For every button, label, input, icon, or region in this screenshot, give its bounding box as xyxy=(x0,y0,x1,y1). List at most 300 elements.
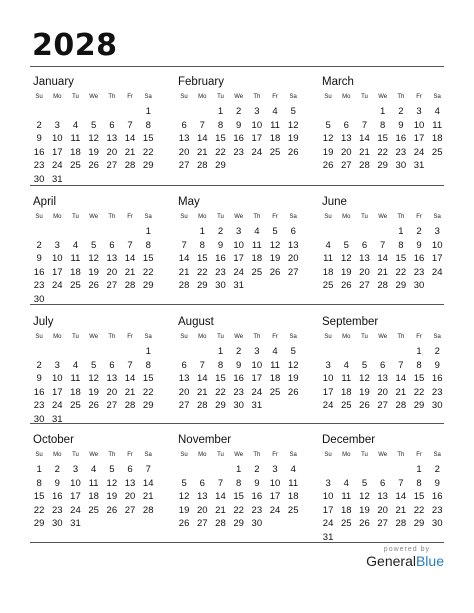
empty-day-cell xyxy=(121,174,139,186)
empty-day-cell xyxy=(66,294,84,306)
day-cell: 30 xyxy=(431,518,443,530)
day-cell: 17 xyxy=(233,253,244,265)
weekday-label: We xyxy=(89,452,99,458)
day-cell: 4 xyxy=(254,226,260,237)
day-cell: 6 xyxy=(361,239,368,251)
empty-day-cell xyxy=(30,226,48,238)
day-cell: 5 xyxy=(290,106,296,117)
day-cell: 15 xyxy=(215,373,226,385)
day-cell: 21 xyxy=(215,504,226,516)
day-cell: 16 xyxy=(413,253,425,265)
day-cell: 8 xyxy=(380,119,386,131)
day-cell: 18 xyxy=(340,504,352,516)
day-cell: 25 xyxy=(269,386,281,398)
day-cell: 29 xyxy=(142,280,154,292)
day-cell: 25 xyxy=(70,160,81,172)
day-cell: 5 xyxy=(361,359,368,371)
day-cell: 9 xyxy=(236,119,242,131)
day-cell: 27 xyxy=(106,160,118,172)
day-cell: 20 xyxy=(359,266,370,278)
day-cell: 28 xyxy=(196,160,208,172)
week-row xyxy=(175,106,302,118)
day-cell: 22 xyxy=(233,504,244,516)
day-cell: 3 xyxy=(272,464,278,475)
day-cell: 24 xyxy=(51,280,63,292)
day-cell: 7 xyxy=(361,119,368,131)
empty-day-cell xyxy=(337,464,355,476)
day-cell: 9 xyxy=(36,373,42,385)
day-cell: 13 xyxy=(196,491,208,503)
weekday-label: Mo xyxy=(53,452,62,458)
brand-general: General xyxy=(366,553,416,569)
empty-day-cell xyxy=(30,106,48,118)
day-cell: 7 xyxy=(127,239,133,251)
week-row xyxy=(175,147,302,159)
day-cell: 23 xyxy=(233,146,244,158)
day-cell: 23 xyxy=(395,146,407,158)
empty-day-cell xyxy=(48,106,66,118)
day-cell: 19 xyxy=(287,133,299,145)
day-cell: 12 xyxy=(269,239,281,251)
day-cell: 13 xyxy=(106,133,118,145)
day-cell: 31 xyxy=(251,400,263,412)
empty-day-cell xyxy=(410,532,428,544)
empty-day-cell xyxy=(392,464,410,476)
day-cell: 8 xyxy=(217,359,224,371)
empty-day-cell xyxy=(319,464,337,476)
day-cell: 17 xyxy=(322,504,334,516)
day-cell: 27 xyxy=(377,518,388,530)
day-cell: 20 xyxy=(106,386,118,398)
day-cell: 24 xyxy=(413,146,425,158)
day-cell: 13 xyxy=(377,491,388,503)
day-cell: 11 xyxy=(70,253,81,265)
weekday-label: Th xyxy=(397,214,405,220)
empty-day-cell xyxy=(266,400,284,412)
weekday-label: Fr xyxy=(127,334,133,340)
day-cell: 17 xyxy=(269,491,281,503)
day-cell: 11 xyxy=(432,119,443,131)
day-cell: 7 xyxy=(199,119,205,131)
day-cell: 27 xyxy=(287,266,299,278)
day-cell: 12 xyxy=(287,359,299,371)
day-cell: 31 xyxy=(233,280,244,292)
week-row xyxy=(175,253,302,265)
empty-day-cell xyxy=(193,464,211,476)
weekday-label: Sa xyxy=(144,94,152,100)
empty-day-cell xyxy=(355,532,373,544)
week-row xyxy=(319,267,446,279)
day-cell: 14 xyxy=(196,133,208,145)
weekday-label: We xyxy=(89,214,99,220)
day-cell: 8 xyxy=(199,239,205,251)
day-cell: 5 xyxy=(361,477,368,489)
day-cell: 6 xyxy=(199,477,205,489)
empty-day-cell xyxy=(284,518,302,530)
empty-day-cell xyxy=(284,400,302,412)
day-cell: 1 xyxy=(145,106,151,117)
day-cell: 13 xyxy=(106,373,118,385)
day-cell: 20 xyxy=(106,266,118,278)
day-cell: 30 xyxy=(251,518,263,530)
day-cell: 20 xyxy=(377,386,388,398)
week-row xyxy=(319,360,446,372)
empty-day-cell xyxy=(85,346,103,358)
day-cell: 12 xyxy=(340,253,352,265)
day-cell: 27 xyxy=(178,400,190,412)
day-cell: 13 xyxy=(340,133,352,145)
day-cell: 24 xyxy=(233,266,244,278)
weekday-label: Tu xyxy=(361,94,368,100)
week-row xyxy=(175,267,302,279)
weekday-label: Sa xyxy=(289,214,297,220)
empty-day-cell xyxy=(66,226,84,238)
day-cell: 17 xyxy=(431,253,443,265)
day-cell: 12 xyxy=(322,133,334,145)
weekday-label: Th xyxy=(397,452,405,458)
week-row xyxy=(175,226,302,238)
weekday-label: Th xyxy=(253,214,261,220)
month-name: September xyxy=(322,316,379,328)
weekday-label: Fr xyxy=(416,334,422,340)
day-cell: 19 xyxy=(178,504,190,516)
day-cell: 29 xyxy=(142,400,154,412)
day-cell: 16 xyxy=(251,491,263,503)
day-cell: 11 xyxy=(251,239,262,251)
day-cell: 26 xyxy=(178,518,190,530)
day-cell: 16 xyxy=(431,373,443,385)
weekday-label: Th xyxy=(397,334,405,340)
day-cell: 18 xyxy=(269,133,281,145)
weekday-label: Su xyxy=(35,94,43,100)
day-cell: 18 xyxy=(269,373,281,385)
weekday-label: Tu xyxy=(217,94,224,100)
day-cell: 26 xyxy=(287,146,299,158)
day-cell: 9 xyxy=(36,133,42,145)
empty-day-cell xyxy=(337,346,355,358)
day-cell: 17 xyxy=(322,386,334,398)
day-cell: 20 xyxy=(106,146,118,158)
day-cell: 2 xyxy=(217,226,224,237)
day-cell: 19 xyxy=(359,504,370,516)
day-cell: 19 xyxy=(340,266,352,278)
day-cell: 13 xyxy=(377,373,388,385)
weekday-label: Sa xyxy=(144,452,152,458)
day-cell: 29 xyxy=(33,518,45,530)
empty-day-cell xyxy=(66,174,84,186)
day-cell: 16 xyxy=(33,266,45,278)
day-cell: 30 xyxy=(33,174,45,185)
day-cell: 8 xyxy=(416,359,422,371)
empty-day-cell xyxy=(121,294,139,306)
week-row xyxy=(319,464,446,476)
week-row xyxy=(175,120,302,132)
day-cell: 27 xyxy=(340,160,352,172)
empty-day-cell xyxy=(85,174,103,186)
day-cell: 2 xyxy=(416,226,422,237)
weekday-label: Fr xyxy=(127,452,133,458)
day-cell: 11 xyxy=(70,133,81,145)
empty-day-cell xyxy=(48,346,66,358)
day-cell: 10 xyxy=(251,119,263,131)
day-cell: 18 xyxy=(431,133,443,145)
weekday-label: We xyxy=(234,334,244,340)
day-cell: 11 xyxy=(323,253,334,265)
week-row xyxy=(319,518,446,530)
empty-day-cell xyxy=(48,294,66,306)
day-cell: 31 xyxy=(70,518,81,530)
day-cell: 14 xyxy=(395,373,407,385)
day-cell: 17 xyxy=(413,133,425,145)
week-row xyxy=(319,226,446,238)
weekday-label: Th xyxy=(108,94,116,100)
weekday-label: Su xyxy=(180,214,188,220)
weekday-label: Su xyxy=(180,94,188,100)
empty-day-cell xyxy=(85,106,103,118)
day-cell: 30 xyxy=(51,518,63,530)
empty-day-cell xyxy=(392,346,410,358)
empty-day-cell xyxy=(103,346,121,358)
year-title: 2028 xyxy=(32,28,118,63)
day-cell: 17 xyxy=(251,373,263,385)
day-cell: 10 xyxy=(322,491,334,503)
empty-day-cell xyxy=(230,160,248,172)
day-cell: 23 xyxy=(51,504,63,516)
day-cell: 18 xyxy=(340,386,352,398)
month-name: March xyxy=(322,76,354,88)
day-cell: 10 xyxy=(51,373,63,385)
day-cell: 24 xyxy=(431,266,443,278)
weekday-header xyxy=(319,214,446,226)
day-cell: 19 xyxy=(269,253,281,265)
week-row xyxy=(175,346,302,358)
day-cell: 8 xyxy=(36,477,42,489)
day-cell: 13 xyxy=(178,133,190,145)
weekday-label: Tu xyxy=(72,334,79,340)
empty-day-cell xyxy=(193,346,211,358)
day-cell: 30 xyxy=(215,280,226,292)
day-cell: 7 xyxy=(398,477,404,489)
day-cell: 24 xyxy=(322,400,334,412)
day-cell: 28 xyxy=(196,400,208,412)
day-cell: 10 xyxy=(70,477,81,489)
day-cell: 14 xyxy=(178,253,190,265)
day-cell: 4 xyxy=(72,359,79,371)
weekday-label: Su xyxy=(324,334,332,340)
day-cell: 1 xyxy=(199,226,205,237)
week-row xyxy=(319,532,446,544)
weekday-header xyxy=(319,334,446,346)
day-cell: 18 xyxy=(88,491,99,503)
day-cell: 1 xyxy=(145,346,151,357)
weekday-label: Fr xyxy=(127,214,133,220)
weekday-label: Mo xyxy=(198,452,207,458)
day-cell: 9 xyxy=(36,253,42,265)
day-cell: 20 xyxy=(340,146,352,158)
day-cell: 30 xyxy=(413,280,425,292)
empty-day-cell xyxy=(355,346,373,358)
day-cell: 7 xyxy=(217,477,224,489)
weekday-label: Mo xyxy=(342,214,351,220)
weekday-header xyxy=(30,214,157,226)
day-cell: 22 xyxy=(215,146,226,158)
day-cell: 19 xyxy=(88,386,99,398)
day-cell: 5 xyxy=(91,359,97,371)
weekday-label: Sa xyxy=(289,334,297,340)
day-cell: 18 xyxy=(287,491,299,503)
week-row xyxy=(175,387,302,399)
day-cell: 28 xyxy=(395,400,407,412)
day-cell: 20 xyxy=(178,386,190,398)
empty-day-cell xyxy=(85,414,103,426)
day-cell: 25 xyxy=(269,146,281,158)
month-name: April xyxy=(33,196,57,208)
empty-day-cell xyxy=(374,464,392,476)
day-cell: 2 xyxy=(434,464,440,475)
month-name: November xyxy=(178,434,232,446)
day-cell: 1 xyxy=(380,106,386,117)
day-cell: 29 xyxy=(196,280,208,292)
day-cell: 24 xyxy=(251,146,263,158)
weekday-label: Sa xyxy=(433,94,441,100)
day-cell: 20 xyxy=(178,146,190,158)
day-cell: 14 xyxy=(215,491,226,503)
week-row xyxy=(175,464,302,476)
day-cell: 25 xyxy=(287,504,299,516)
month-name: August xyxy=(178,316,214,328)
day-cell: 30 xyxy=(233,400,244,412)
day-cell: 13 xyxy=(178,373,190,385)
month-name: February xyxy=(178,76,225,88)
day-cell: 15 xyxy=(142,253,154,265)
weekday-label: Tu xyxy=(361,214,368,220)
weekday-label: Fr xyxy=(272,334,278,340)
weekday-header xyxy=(175,334,302,346)
brand-logo[interactable] xyxy=(366,553,444,569)
day-cell: 10 xyxy=(51,133,63,145)
day-cell: 4 xyxy=(434,106,440,117)
day-cell: 26 xyxy=(269,266,281,278)
day-cell: 22 xyxy=(413,386,425,398)
day-cell: 25 xyxy=(340,518,352,530)
day-cell: 1 xyxy=(416,346,422,357)
day-cell: 26 xyxy=(88,160,99,172)
day-cell: 4 xyxy=(343,359,349,371)
day-cell: 6 xyxy=(290,226,296,237)
day-cell: 7 xyxy=(398,359,404,371)
empty-day-cell xyxy=(85,518,103,530)
day-cell: 3 xyxy=(325,359,331,371)
day-cell: 7 xyxy=(199,359,205,371)
empty-day-cell xyxy=(121,518,139,530)
day-cell: 29 xyxy=(395,280,407,292)
week-row xyxy=(30,373,157,385)
week-row xyxy=(30,267,157,279)
week-row xyxy=(319,346,446,358)
weekday-label: We xyxy=(234,94,244,100)
day-cell: 28 xyxy=(395,518,407,530)
week-row xyxy=(319,133,446,145)
week-row xyxy=(319,253,446,265)
day-cell: 4 xyxy=(343,477,349,489)
day-cell: 8 xyxy=(236,477,242,489)
day-cell: 28 xyxy=(178,280,190,292)
week-row xyxy=(30,414,157,426)
month-name: January xyxy=(33,76,74,88)
day-cell: 27 xyxy=(178,160,190,172)
day-cell: 29 xyxy=(413,518,425,530)
week-row xyxy=(30,400,157,412)
empty-day-cell xyxy=(337,226,355,238)
day-cell: 22 xyxy=(395,266,407,278)
day-cell: 26 xyxy=(340,280,352,292)
weekday-label: Su xyxy=(324,214,332,220)
empty-day-cell xyxy=(319,346,337,358)
weekday-label: Sa xyxy=(289,94,297,100)
day-cell: 12 xyxy=(287,119,299,131)
empty-day-cell xyxy=(175,464,193,476)
week-row xyxy=(30,174,157,186)
day-cell: 14 xyxy=(124,253,136,265)
day-cell: 2 xyxy=(36,239,42,251)
empty-day-cell xyxy=(428,532,446,544)
day-cell: 16 xyxy=(431,491,443,503)
day-cell: 3 xyxy=(54,359,60,371)
day-cell: 17 xyxy=(70,491,81,503)
day-cell: 6 xyxy=(109,239,115,251)
day-cell: 17 xyxy=(51,266,63,278)
day-cell: 28 xyxy=(359,160,370,172)
day-cell: 4 xyxy=(290,464,296,475)
day-cell: 19 xyxy=(359,386,370,398)
day-cell: 16 xyxy=(233,133,244,145)
day-cell: 9 xyxy=(54,477,60,489)
day-cell: 2 xyxy=(254,464,260,475)
day-cell: 25 xyxy=(431,146,443,158)
day-cell: 25 xyxy=(322,280,334,292)
day-cell: 16 xyxy=(33,146,45,158)
day-cell: 27 xyxy=(124,504,136,516)
week-row xyxy=(175,280,302,292)
day-cell: 1 xyxy=(145,226,151,237)
day-cell: 17 xyxy=(51,386,63,398)
day-cell: 5 xyxy=(272,226,278,237)
weekday-label: Su xyxy=(35,334,43,340)
day-cell: 22 xyxy=(215,386,226,398)
day-cell: 31 xyxy=(413,160,425,172)
day-cell: 27 xyxy=(106,280,118,292)
day-cell: 20 xyxy=(124,491,136,503)
weekday-label: Fr xyxy=(272,214,278,220)
empty-day-cell xyxy=(175,106,193,118)
week-row xyxy=(30,120,157,132)
weekday-label: Mo xyxy=(198,94,207,100)
weekday-label: Th xyxy=(108,334,116,340)
day-cell: 22 xyxy=(142,266,154,278)
week-row xyxy=(175,491,302,503)
weekday-label: Tu xyxy=(361,334,368,340)
week-row xyxy=(30,133,157,145)
day-cell: 12 xyxy=(359,491,370,503)
day-cell: 28 xyxy=(377,280,388,292)
month-name: October xyxy=(33,434,74,446)
month-name: July xyxy=(33,316,54,328)
day-cell: 5 xyxy=(109,464,115,475)
empty-day-cell xyxy=(319,106,337,118)
day-cell: 23 xyxy=(413,266,425,278)
weekday-label: Th xyxy=(397,94,405,100)
day-cell: 3 xyxy=(72,464,79,475)
